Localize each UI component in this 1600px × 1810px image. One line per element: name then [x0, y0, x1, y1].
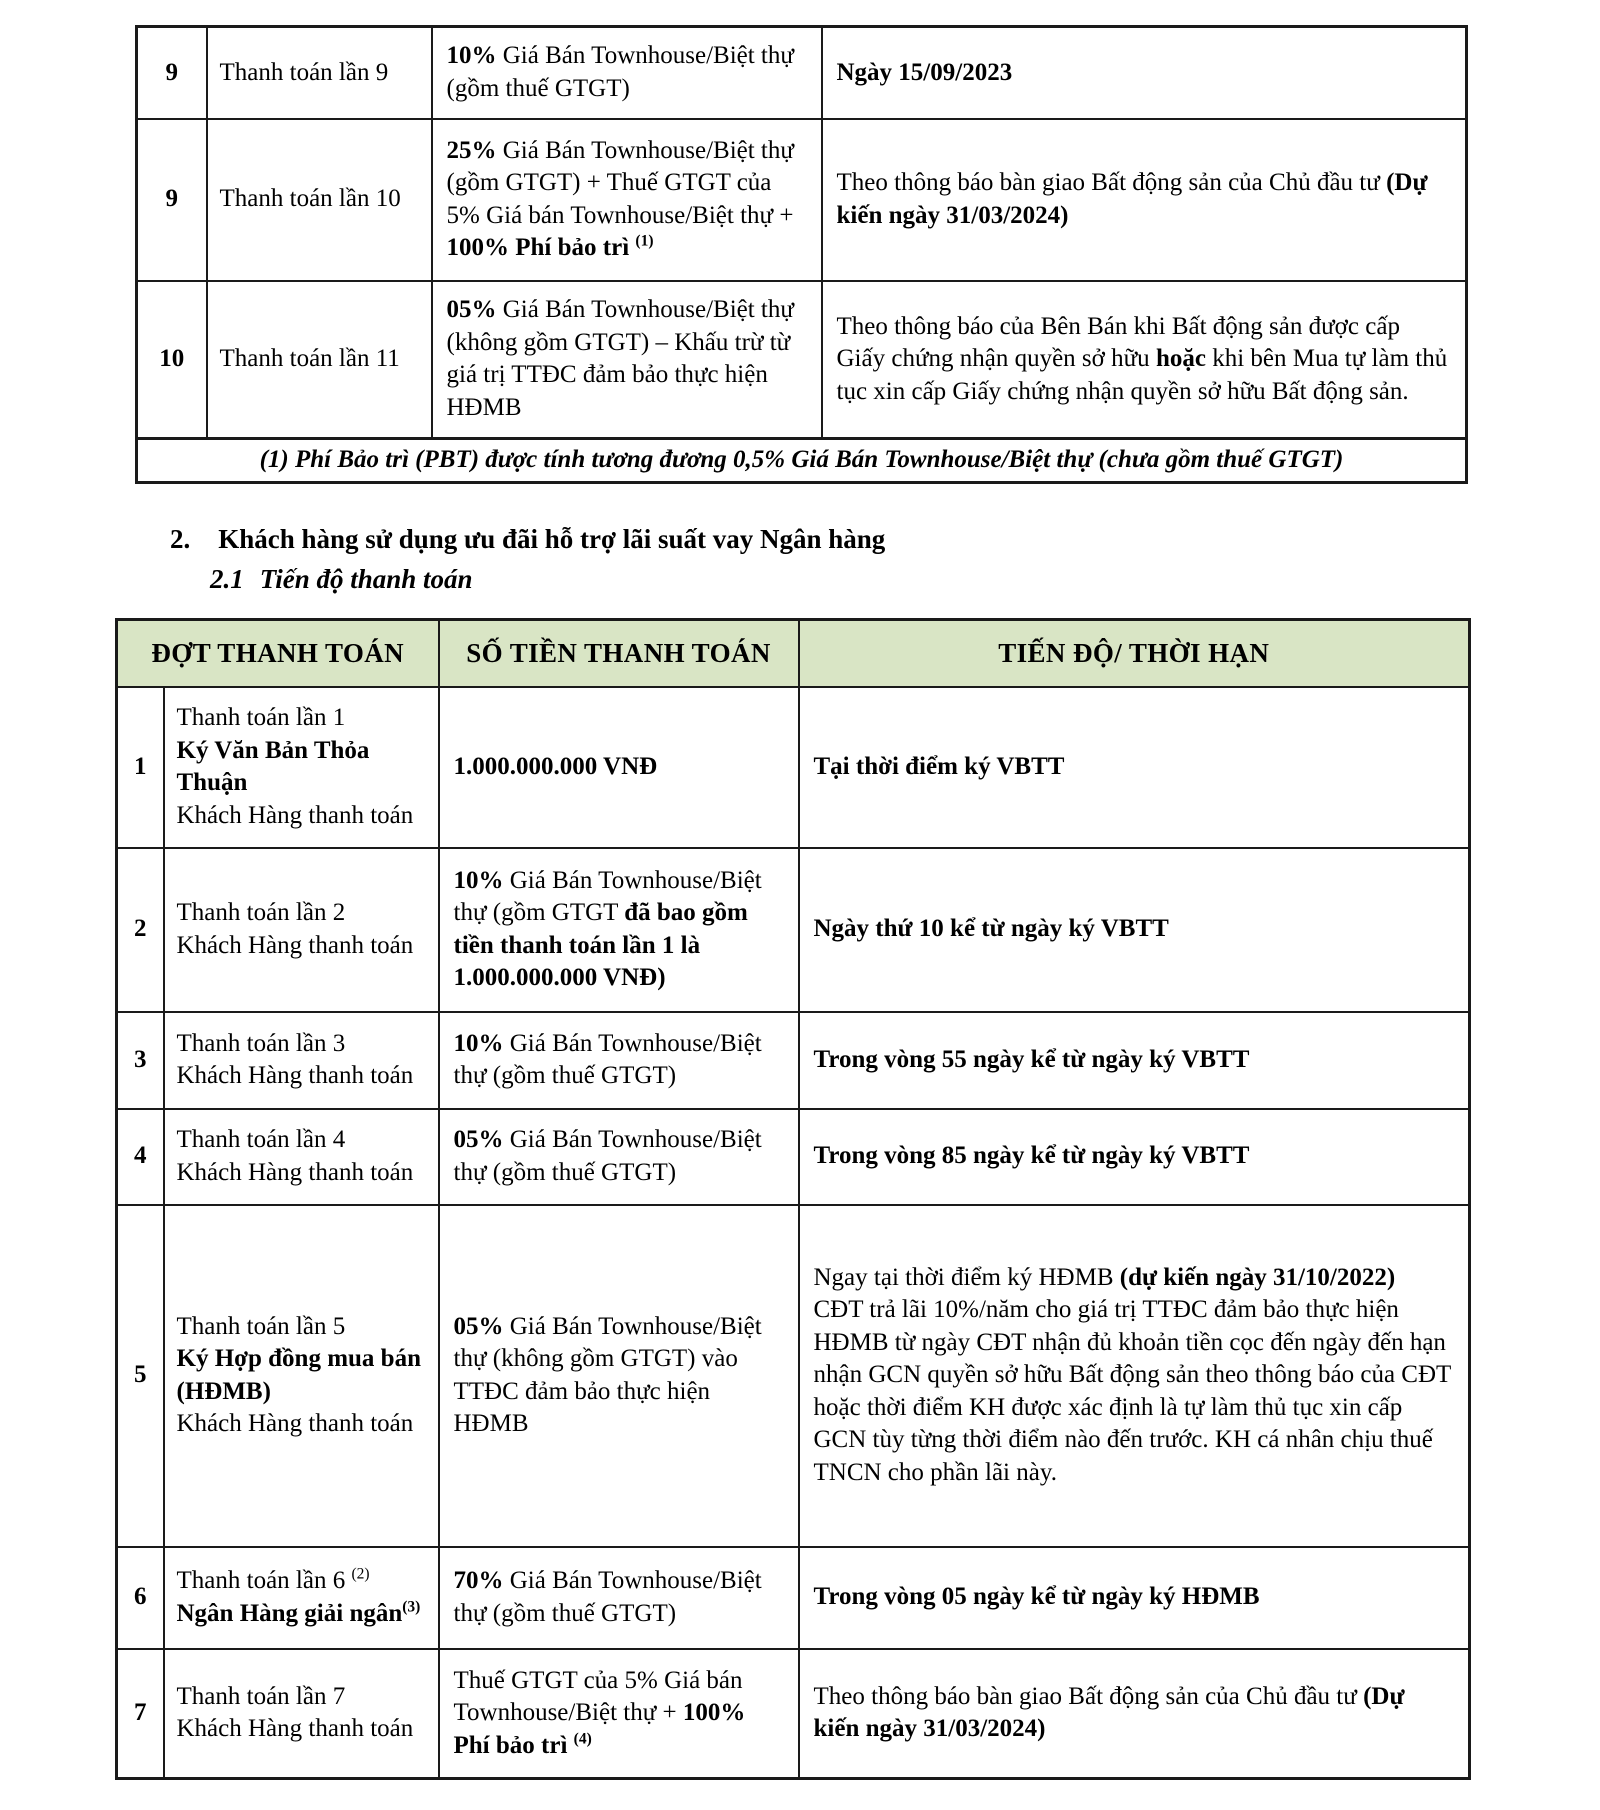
payment-table-header: [117, 620, 1470, 687]
payment-row-number: 6: [117, 1547, 164, 1649]
table-row: [117, 687, 1470, 848]
payment-row-number: 9: [137, 27, 207, 119]
table-row: [117, 848, 1470, 1012]
payment-row-number: 7: [117, 1649, 164, 1779]
table-row: [137, 281, 1467, 439]
payment-table-bank-loan-body: [117, 687, 1470, 1779]
column-header-deadline: TIẾN ĐỘ/ THỜI HẠN: [799, 620, 1470, 687]
section-title: Khách hàng sử dụng ưu đãi hỗ trợ lãi suất vay Ngân hàng: [218, 524, 886, 554]
payment-amount: 10% Giá Bán Townhouse/Biệt thự (gồm GTGT đã bao gồm tiền thanh toán lần 1 là 1.000.000.000 VNĐ): [439, 848, 799, 1012]
table-row: [117, 1649, 1470, 1779]
payment-deadline: Ngày 15/09/2023: [822, 27, 1467, 119]
section-number: 2.: [170, 524, 191, 554]
payment-row-number: 3: [117, 1012, 164, 1109]
payment-deadline: Trong vòng 55 ngày kể từ ngày ký VBTT: [799, 1012, 1470, 1109]
table-row: [117, 1547, 1470, 1649]
column-header-amount: SỐ TIỀN THANH TOÁN: [439, 620, 799, 687]
payment-deadline: Theo thông báo bàn giao Bất động sản của Chủ đầu tư (Dự kiến ngày 31/03/2024): [799, 1649, 1470, 1779]
payment-amount: Thuế GTGT của 5% Giá bán Townhouse/Biệt thự + 100% Phí bảo trì $^{(4)}$: [439, 1649, 799, 1779]
payment-installment-name: Thanh toán lần 11: [207, 281, 432, 439]
table-row: [137, 27, 1467, 119]
payment-installment-name: Thanh toán lần 1 Ký Văn Bản Thỏa Thuận Khách Hàng thanh toán: [164, 687, 439, 848]
payment-installment-name: Thanh toán lần 6 $^{(2)}$ Ngân Hàng giải ngân$^{(3)}$: [164, 1547, 439, 1649]
payment-deadline: Tại thời điểm ký VBTT: [799, 687, 1470, 848]
payment-row-number: 4: [117, 1109, 164, 1205]
payment-amount: 1.000.000.000 VNĐ: [439, 687, 799, 848]
payment-installment-name: Thanh toán lần 10: [207, 119, 432, 281]
table-row: [117, 1012, 1470, 1109]
payment-installment-name: Thanh toán lần 5 Ký Hợp đồng mua bán (HĐMB) Khách Hàng thanh toán: [164, 1205, 439, 1547]
table-row: [117, 1109, 1470, 1205]
payment-amount: 70% Giá Bán Townhouse/Biệt thự (gồm thuế GTGT): [439, 1547, 799, 1649]
maintenance-fee-footnote: (1) Phí Bảo trì (PBT) được tính tương đương 0,5% Giá Bán Townhouse/Biệt thự (chưa gồm thuế GTGT): [137, 439, 1467, 483]
payment-deadline: Theo thông báo bàn giao Bất động sản của Chủ đầu tư (Dự kiến ngày 31/03/2024): [822, 119, 1467, 281]
payment-amount: 10% Giá Bán Townhouse/Biệt thự (gồm thuế GTGT): [432, 27, 822, 119]
payment-row-number: 9: [137, 119, 207, 281]
payment-amount: 05% Giá Bán Townhouse/Biệt thự (gồm thuế GTGT): [439, 1109, 799, 1205]
payment-row-number: 2: [117, 848, 164, 1012]
header-row: [117, 620, 1470, 687]
column-header-installment: ĐỢT THANH TOÁN: [117, 620, 439, 687]
payment-deadline: Ngay tại thời điểm ký HĐMB (dự kiến ngày 31/10/2022) CĐT trả lãi 10%/năm cho giá trị TTĐC đảm bảo thực hiện HĐMB từ ngày CĐT nhận đủ khoản tiền cọc đến ngày đến hạn nhận GCN quyền sở hữu Bất động sản theo thông báo của CĐT hoặc thời điểm KH được xác định là tự làm thủ tục xin cấp GCN tùy từng thời điểm nào đến trước. KH cá nhân chịu thuế TNCN cho phần lãi này.: [799, 1205, 1470, 1547]
payment-deadline: Trong vòng 05 ngày kể từ ngày ký HĐMB: [799, 1547, 1470, 1649]
payment-installment-name: Thanh toán lần 4 Khách Hàng thanh toán: [164, 1109, 439, 1205]
payment-row-number: 10: [137, 281, 207, 439]
payment-installment-name: Thanh toán lần 7 Khách Hàng thanh toán: [164, 1649, 439, 1779]
subsection-heading-line: [210, 564, 885, 595]
subsection-number: 2.1: [210, 564, 244, 594]
payment-installment-name: Thanh toán lần 2 Khách Hàng thanh toán: [164, 848, 439, 1012]
table-row: [137, 119, 1467, 281]
payment-table-continued: [135, 25, 1468, 484]
payment-deadline: Ngày thứ 10 kể từ ngày ký VBTT: [799, 848, 1470, 1012]
payment-installment-name: Thanh toán lần 3 Khách Hàng thanh toán: [164, 1012, 439, 1109]
section-heading: [170, 524, 885, 595]
payment-amount: 10% Giá Bán Townhouse/Biệt thự (gồm thuế GTGT): [439, 1012, 799, 1109]
payment-deadline: Theo thông báo của Bên Bán khi Bất động sản được cấp Giấy chứng nhận quyền sở hữu hoặc khi bên Mua tự làm thủ tục xin cấp Giấy chứng nhận quyền sở hữu Bất động sản.: [822, 281, 1467, 439]
section-heading-line: [170, 524, 885, 555]
payment-row-number: 5: [117, 1205, 164, 1547]
payment-amount: 05% Giá Bán Townhouse/Biệt thự (không gồm GTGT) – Khấu trừ từ giá trị TTĐC đảm bảo thực hiện HĐMB: [432, 281, 822, 439]
payment-amount: 05% Giá Bán Townhouse/Biệt thự (không gồm GTGT) vào TTĐC đảm bảo thực hiện HĐMB: [439, 1205, 799, 1547]
payment-amount: 25% Giá Bán Townhouse/Biệt thự (gồm GTGT) + Thuế GTGT của 5% Giá bán Townhouse/Biệt thự + 100% Phí bảo trì $^{(1)}$: [432, 119, 822, 281]
table-row: [117, 1205, 1470, 1547]
table-footnote-row: [137, 439, 1467, 483]
payment-deadline: Trong vòng 85 ngày kể từ ngày ký VBTT: [799, 1109, 1470, 1205]
payment-installment-name: Thanh toán lần 9: [207, 27, 432, 119]
payment-table-continued-body: [137, 27, 1467, 439]
subsection-title: Tiến độ thanh toán: [259, 564, 473, 594]
payment-row-number: 1: [117, 687, 164, 848]
payment-table-bank-loan: [115, 618, 1471, 1780]
